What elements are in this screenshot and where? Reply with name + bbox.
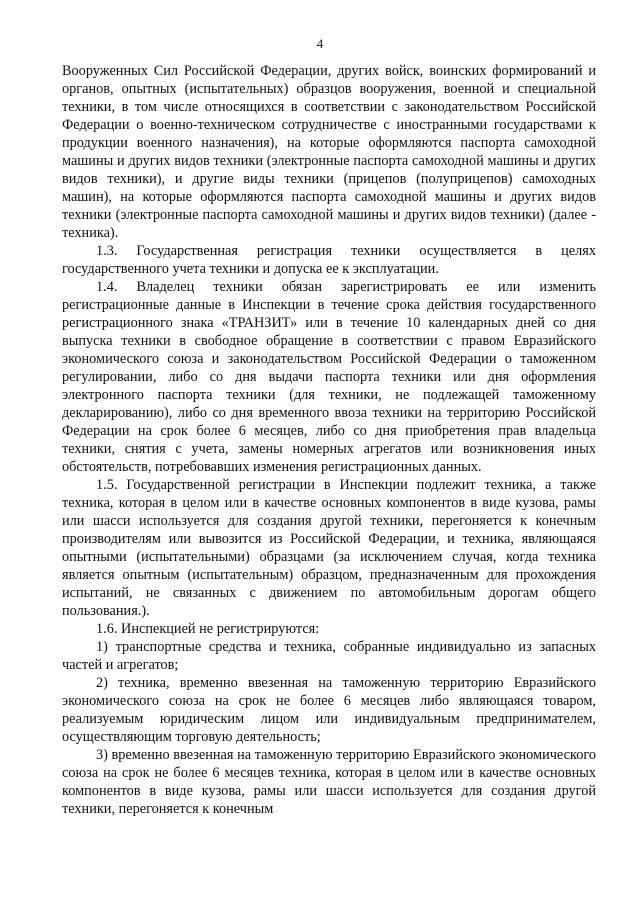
paragraph-continuation: Вооруженных Сил Российской Федерации, других войск, воинских формирований и органов, опытных (испытательных) образцов вооружения, военной и специальной техники, в том числе относящихся в соответствии с законодательством Российской Федерации о военно-техническом сотрудничестве с иностранными государствами к продукции военного назначения), на которые оформляются паспорта самоходной машины и других видов техники (электронные паспорта самоходной машины и других видов техники), и другие виды техники (прицепов (полуприцепов) самоходных машин), на которые оформляются паспорта самоходной машины и других видов техники (электронные паспорта самоходной машины и других видов техники) (далее - техника). bbox=[62, 63, 596, 241]
document-body bbox=[62, 62, 596, 818]
paragraph-1-6: 1.6. Инспекцией не регистрируются: bbox=[96, 621, 320, 637]
list-item-1: 1) транспортные средства и техника, собранные индивидуально из запасных частей и агрегатов; bbox=[62, 639, 596, 673]
paragraph-1-4: 1.4. Владелец техники обязан зарегистрировать ее или изменить регистрационные данные в Инспекции в течение срока действия государственного регистрационного знака «ТРАНЗИТ» или в течение 10 календарных дней со дня выпуска техники в свободное обращение в соответствии с правом Евразийского экономического союза и законодательством Российской Федерации о таможенном регулировании, либо со дня выдачи паспорта техники или дня оформления электронного паспорта техники (для техники, не подлежащей таможенному декларированию), либо со дня временного ввоза техники на территорию Российской Федерации на срок более 6 месяцев, либо со дня приобретения прав владельца техники, снятия с учета, замены номерных агрегатов или возникновения иных обстоятельств, потребовавших изменения регистрационных данных. bbox=[62, 279, 596, 475]
page-number: 4 bbox=[316, 36, 324, 51]
paragraph-1-5: 1.5. Государственной регистрации в Инспекции подлежит техника, а также техника, которая в целом или в качестве основных компонентов в виде кузова, рамы или шасси используется для создания другой техники, перегоняется к конечным производителям или вывозится из Российской Федерации, и техника, являющаяся опытными (испытательными) образцами (за исключением случая, когда техника является опытным (испытательным) образцом, предназначенным для прохождения испытаний, не связанных с движением по автомобильным дорогам общего пользования.). bbox=[62, 477, 596, 619]
list-item-2: 2) техника, временно ввезенная на таможенную территорию Евразийского экономического союза на срок не более 6 месяцев либо являющаяся товаром, реализуемым юридическим лицом или индивидуальным предпринимателем, осуществляющим торговую деятельность; bbox=[62, 675, 596, 745]
paragraph-1-3: 1.3. Государственная регистрация техники осуществляется в целях государственного учета техники и допуска ее к эксплуатации. bbox=[62, 243, 596, 277]
list-item-3: 3) временно ввезенная на таможенную территорию Евразийского экономического союза на срок не более 6 месяцев техника, которая в целом или в качестве основных компонентов в виде кузова, рамы или шасси используется для создания другой техники, перегоняется к конечным bbox=[62, 747, 596, 817]
